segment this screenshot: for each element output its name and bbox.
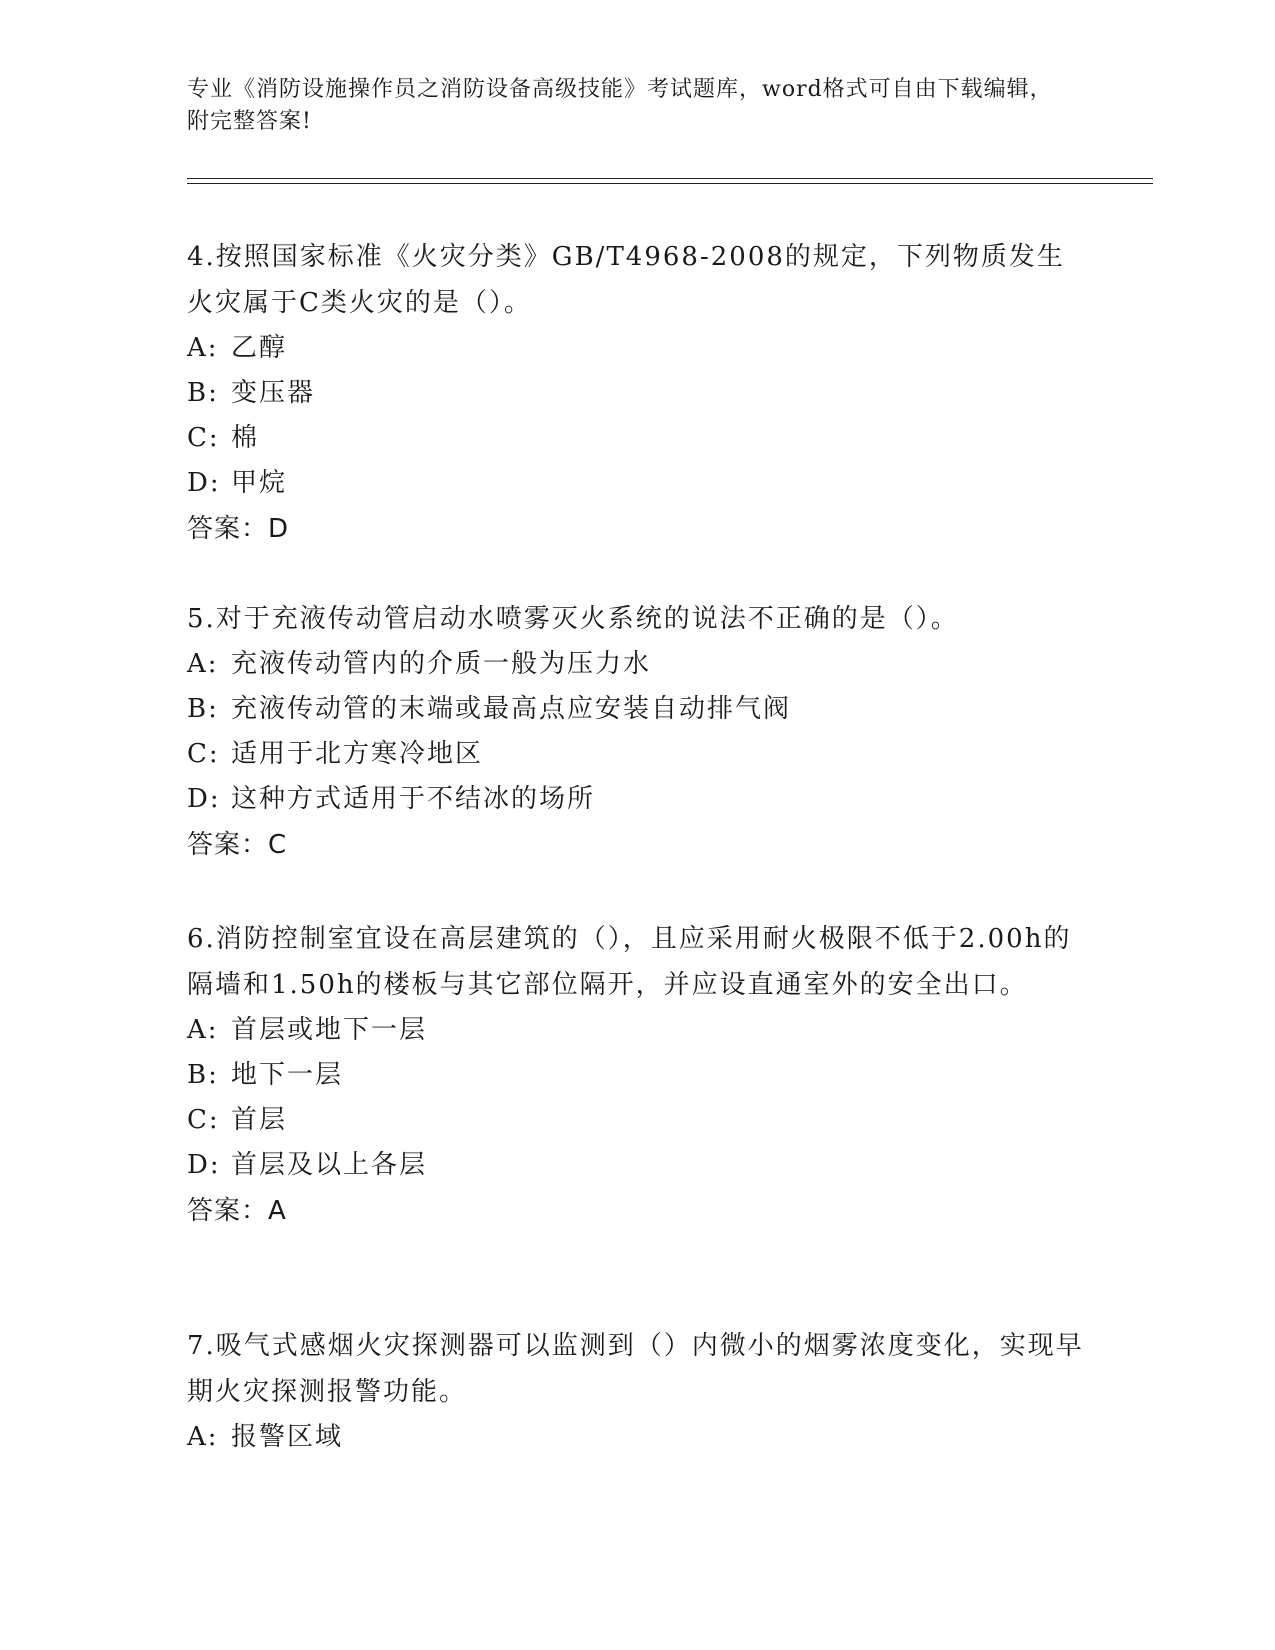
option-letter: B: <box>187 694 219 724</box>
option-letter: A: <box>187 1422 219 1452</box>
option-text: 棉 <box>231 423 260 453</box>
option-c <box>187 416 1087 461</box>
question-6 <box>187 916 1087 1234</box>
answer-line: 答案：C <box>187 830 288 860</box>
header-divider-bottom <box>187 183 1153 184</box>
option-text: 乙醇 <box>231 333 288 363</box>
option-letter: A: <box>187 1015 219 1045</box>
option-text: 首层及以上各层 <box>231 1150 428 1180</box>
question-text: 7.吸气式感烟火灾探测器可以监测到（）内微小的烟雾浓度变化，实现早期火灾探测报警功能。 <box>187 1331 1084 1407</box>
question-7 <box>187 1323 1087 1460</box>
option-b <box>187 1053 1087 1098</box>
option-text: 首层或地下一层 <box>231 1015 428 1045</box>
option-letter: B: <box>187 378 219 408</box>
option-letter: D: <box>187 1150 221 1180</box>
option-c <box>187 1098 1087 1143</box>
option-d <box>187 1143 1087 1188</box>
header-note: 专业《消防设施操作员之消防设备高级技能》考试题库，word格式可自由下载编辑，附完整答案! <box>187 77 1053 134</box>
option-text: 这种方式适用于不结冰的场所 <box>231 784 596 814</box>
header-divider-top <box>187 178 1153 179</box>
option-text: 充液传动管内的介质一般为压力水 <box>231 649 652 679</box>
option-text: 甲烷 <box>231 468 288 498</box>
question-5 <box>187 596 1087 868</box>
option-text: 报警区域 <box>231 1422 344 1452</box>
answer-line: 答案：D <box>187 514 290 544</box>
option-a <box>187 1415 1087 1460</box>
question-4 <box>187 234 1087 552</box>
option-d <box>187 461 1087 506</box>
question-text: 5.对于充液传动管启动水喷雾灭火系统的说法不正确的是（）。 <box>187 604 959 634</box>
option-text: 首层 <box>231 1105 288 1135</box>
option-text: 适用于北方寒冷地区 <box>231 739 484 769</box>
option-a <box>187 326 1087 371</box>
question-text: 4.按照国家标准《火灾分类》GB/T4968-2008的规定，下列物质发生火灾属于C类火灾的是（）。 <box>187 242 1065 318</box>
option-c <box>187 732 1087 777</box>
option-letter: C: <box>187 423 220 453</box>
option-letter: C: <box>187 739 220 769</box>
option-letter: A: <box>187 333 219 363</box>
option-letter: B: <box>187 1060 219 1090</box>
option-text: 充液传动管的末端或最高点应安装自动排气阀 <box>231 694 792 724</box>
option-letter: C: <box>187 1105 220 1135</box>
option-a <box>187 642 1087 687</box>
option-text: 地下一层 <box>231 1060 344 1090</box>
option-a <box>187 1008 1087 1053</box>
option-d <box>187 777 1087 822</box>
option-text: 变压器 <box>231 378 316 408</box>
answer-line: 答案：A <box>187 1196 287 1226</box>
question-text: 6.消防控制室宜设在高层建筑的（），且应采用耐火极限不低于2.00h的隔墙和1.50h的楼板与其它部位隔开，并应设直通室外的安全出口。 <box>187 924 1072 1000</box>
option-b <box>187 687 1087 732</box>
option-letter: D: <box>187 468 221 498</box>
option-letter: A: <box>187 649 219 679</box>
option-b <box>187 371 1087 416</box>
option-letter: D: <box>187 784 221 814</box>
